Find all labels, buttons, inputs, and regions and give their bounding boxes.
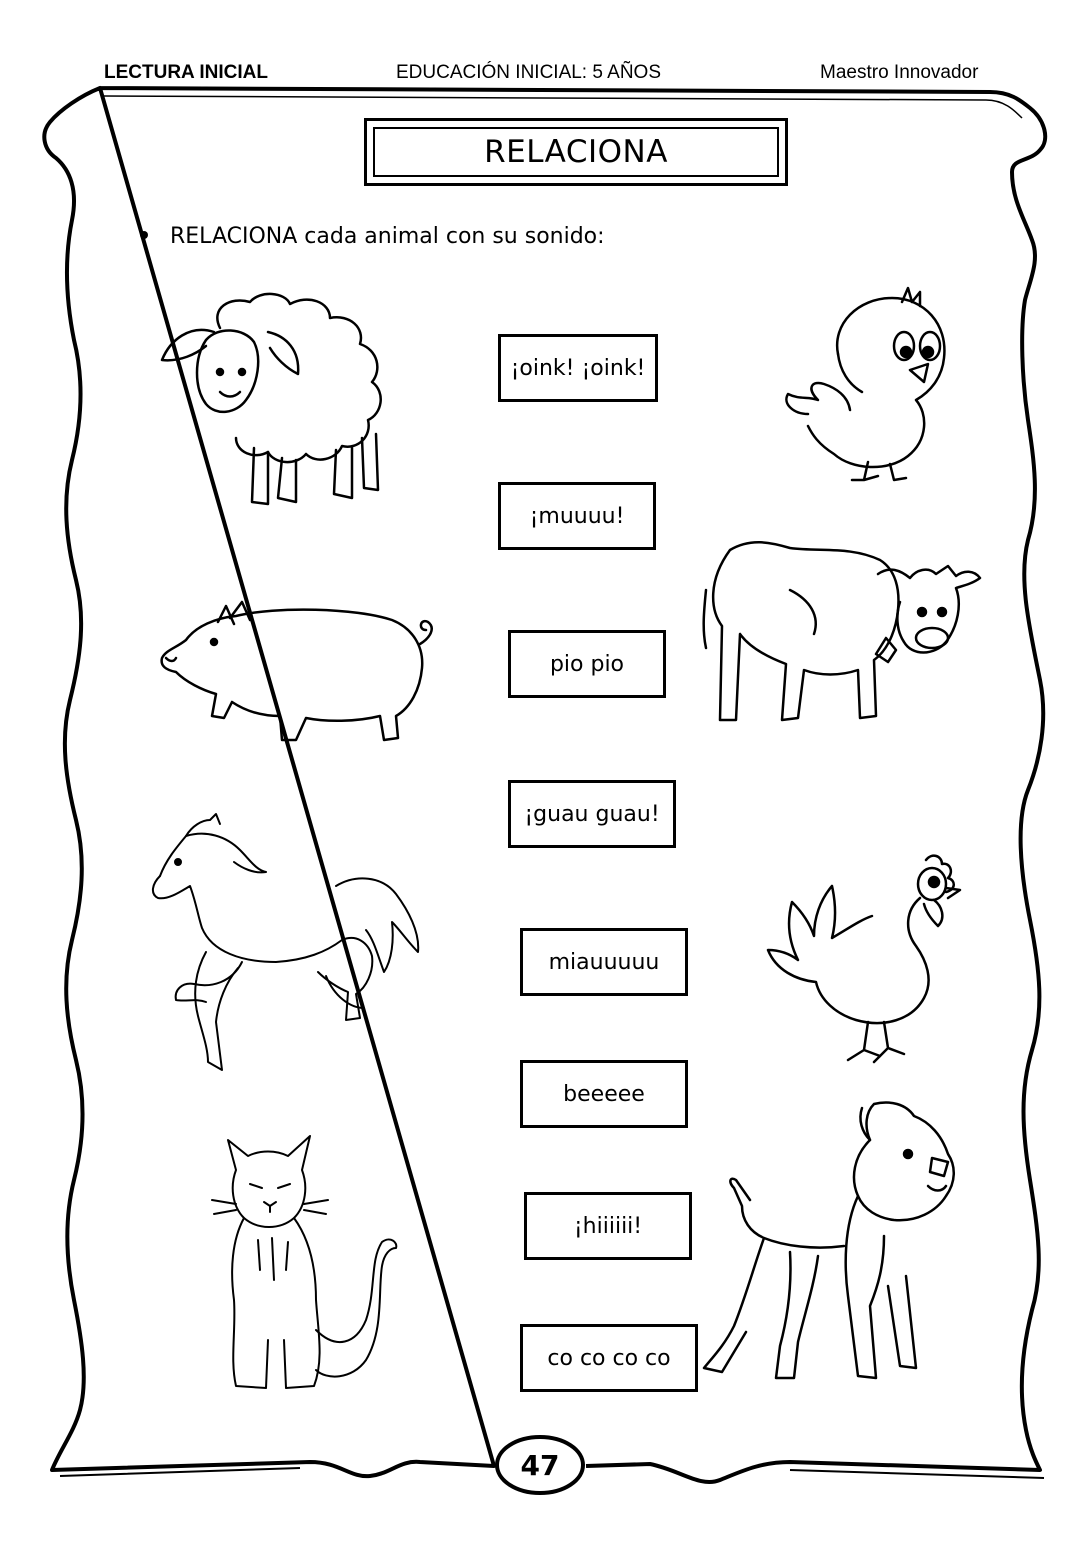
instruction-text: RELACIONA cada animal con su sonido: [170, 224, 605, 249]
dog-icon[interactable] [694, 1096, 974, 1386]
cow-icon[interactable] [700, 530, 990, 730]
sound-box-baa[interactable]: beeeee [520, 1060, 688, 1128]
sound-box-moo[interactable]: ¡muuuu! [498, 482, 656, 550]
rooster-icon[interactable] [756, 850, 966, 1070]
sound-box-meow[interactable]: miauuuuu [520, 928, 688, 996]
sheep-icon[interactable] [150, 288, 420, 518]
instruction [140, 224, 605, 249]
bullet-icon [140, 231, 148, 239]
cat-icon[interactable] [206, 1130, 406, 1400]
page-number-text: 47 [520, 1448, 560, 1482]
sound-box-neigh[interactable]: ¡hiiiiii! [524, 1192, 692, 1260]
pig-icon[interactable] [156, 598, 446, 748]
page-title: RELACIONA [373, 127, 779, 177]
sound-box-oink[interactable]: ¡oink! ¡oink! [498, 334, 658, 402]
page-number [494, 1434, 586, 1496]
header-subject: LECTURA INICIAL [104, 62, 268, 83]
sound-box-cluck[interactable]: co co co co [520, 1324, 698, 1392]
header-author: Maestro Innovador [820, 62, 979, 83]
horse-icon[interactable] [146, 812, 436, 1092]
header-level: EDUCACIÓN INICIAL: 5 AÑOS [396, 62, 662, 83]
title-frame [364, 118, 788, 186]
sound-box-woof[interactable]: ¡guau guau! [508, 780, 676, 848]
chick-icon[interactable] [778, 284, 968, 484]
sound-box-tweet[interactable]: pio pio [508, 630, 666, 698]
